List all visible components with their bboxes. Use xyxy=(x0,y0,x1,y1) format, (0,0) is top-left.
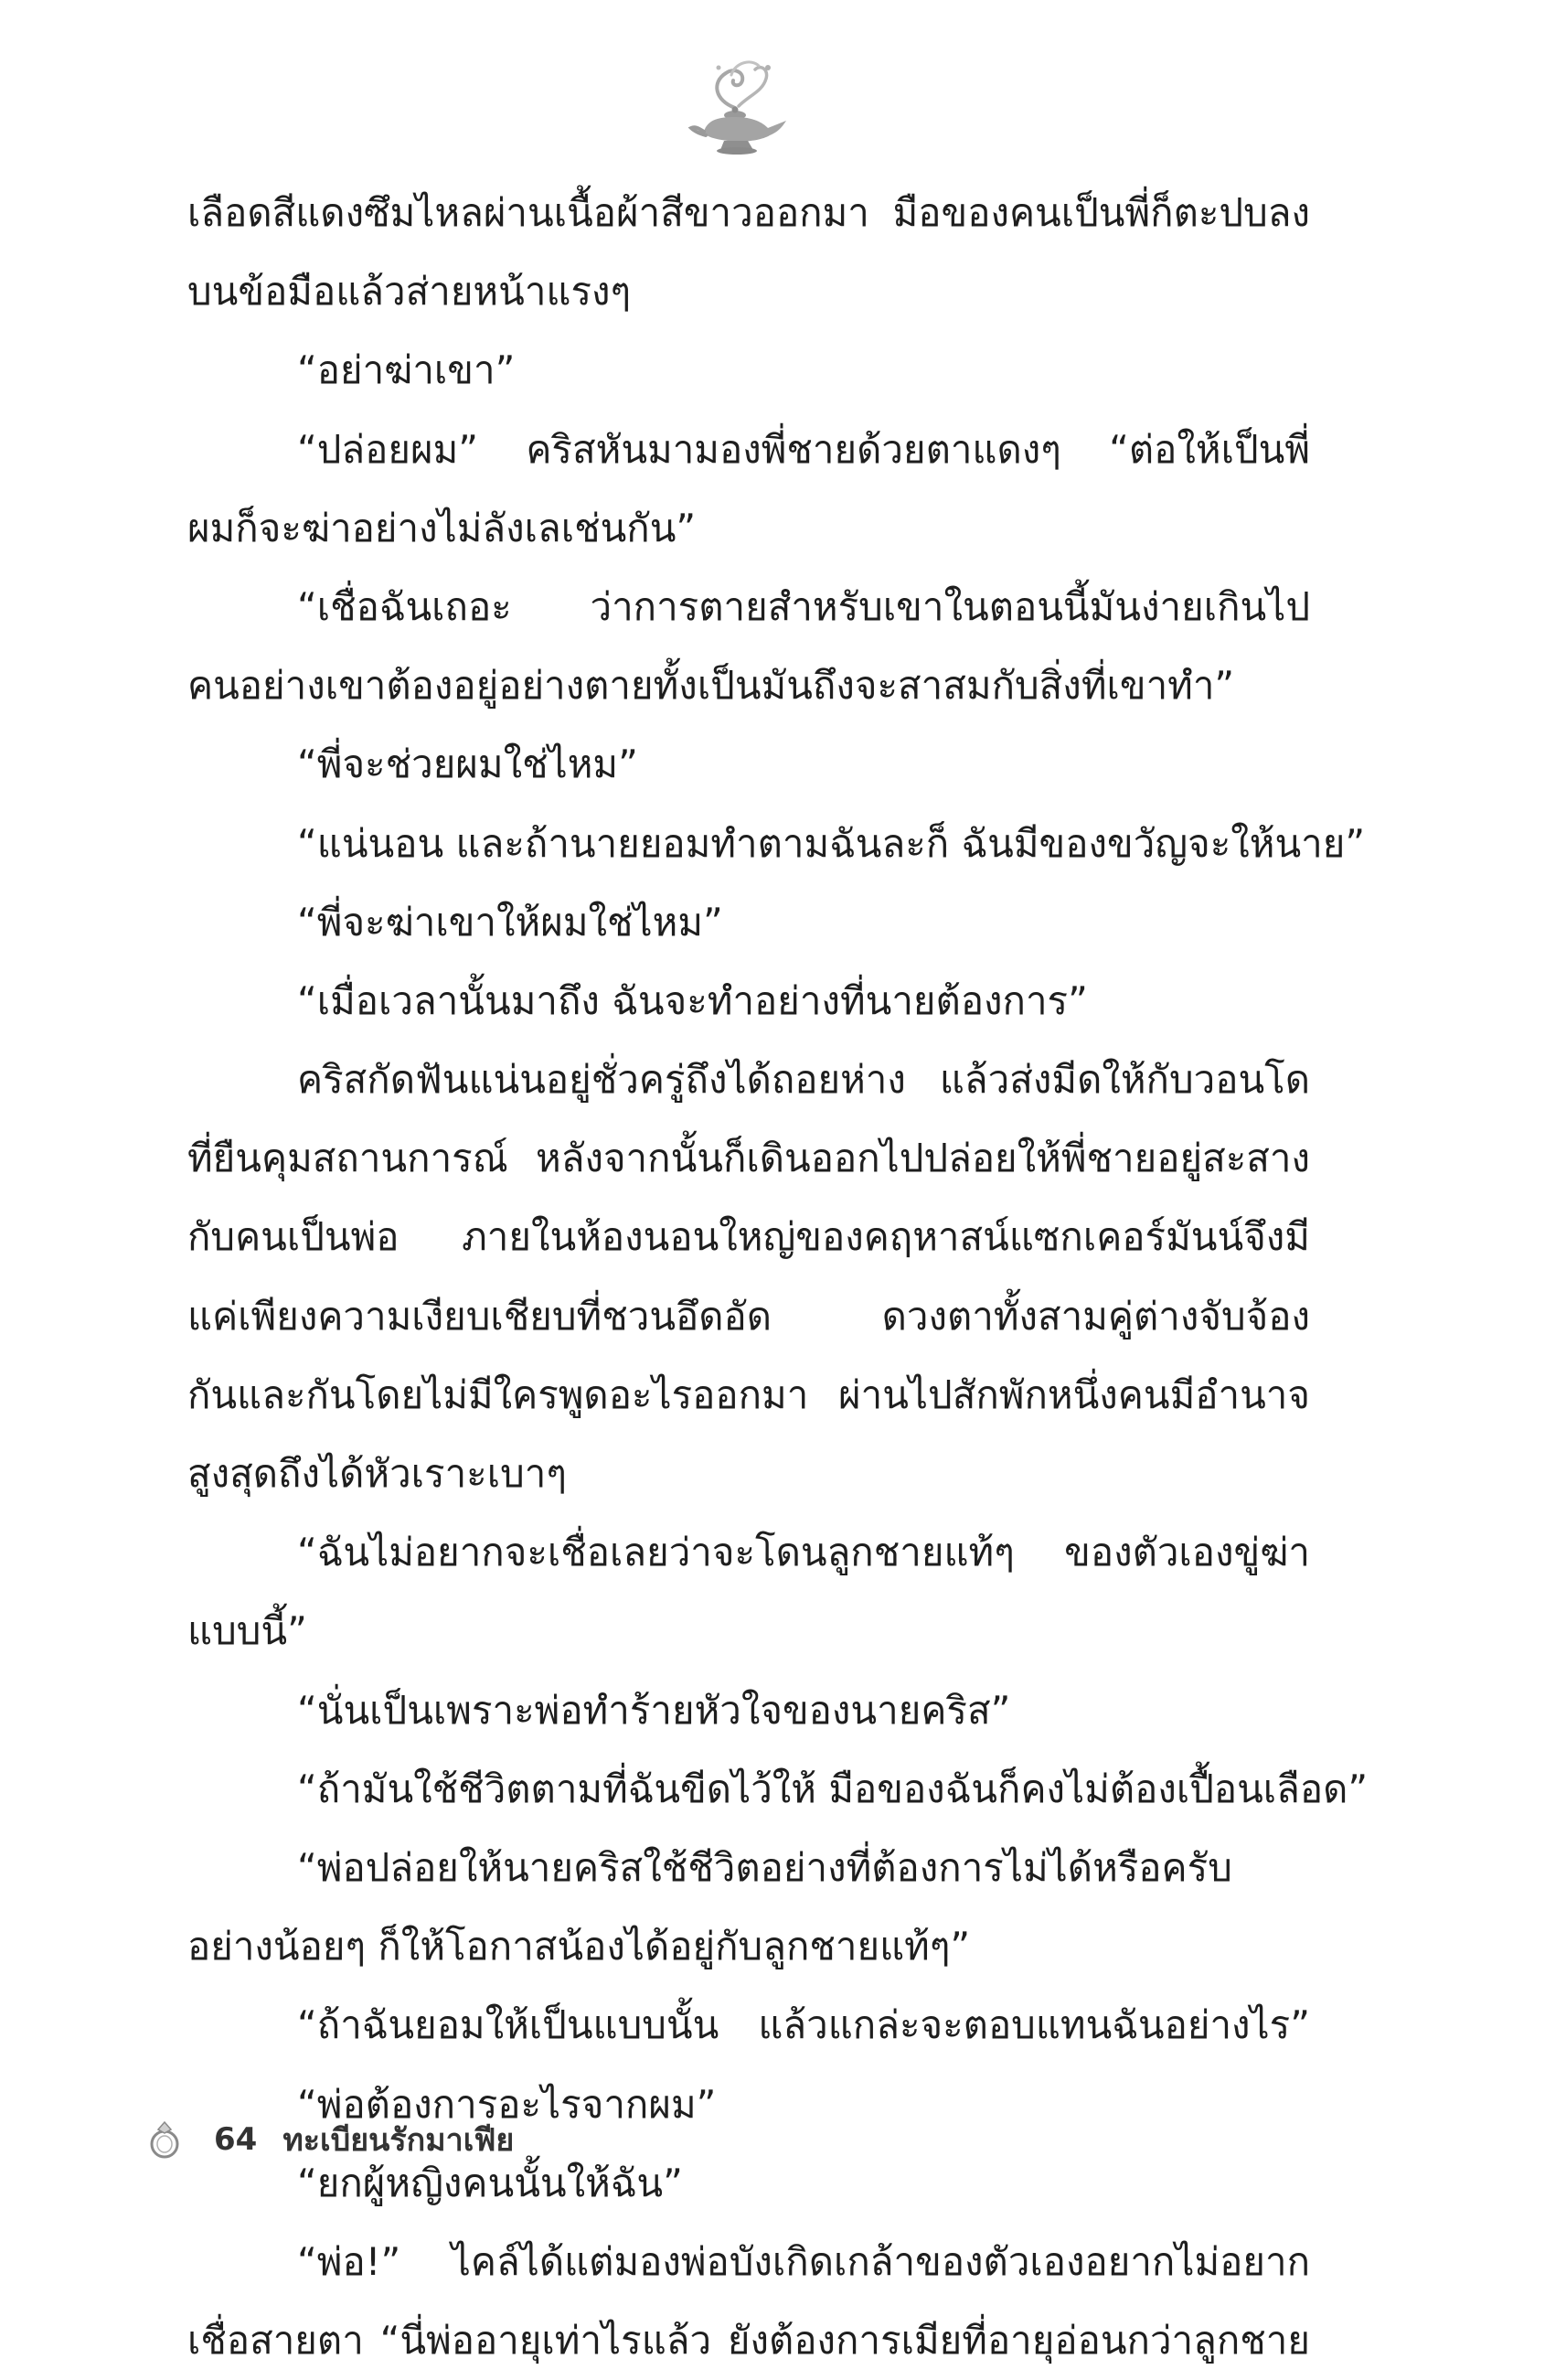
page-footer xyxy=(146,2112,514,2167)
text-line: เลือดสีแดงซึมไหลผ่านเนื้อผ้าสีขาวออกมา มือของคนเป็นพี่ก็ตะปบลง xyxy=(187,190,1310,235)
text-line: “เชื่อฉันเถอะ ว่าการตายสำหรับเขาในตอนนี้มันง่ายเกินไป xyxy=(297,583,1310,629)
ring-icon xyxy=(146,2119,183,2161)
text-line: “แน่นอน และถ้านายยอมทำตามฉันละก็ ฉันมีของขวัญจะให้นาย” xyxy=(297,820,1366,866)
text-line: กับคนเป็นพ่อ ภายในห้องนอนใหญ่ของคฤหาสน์แซกเคอร์มันน์จึงมี xyxy=(187,1214,1310,1260)
text-line: คริสกัดฟันแน่นอยู่ชั่วครู่ถึงได้ถอยห่าง แล้วส่งมีดให้กับวอนโด xyxy=(297,1057,1310,1103)
text-line: “อย่าฆ่าเขา” xyxy=(297,347,516,393)
text-line: “เมื่อเวลานั้นมาถึง ฉันจะทำอย่างที่นายต้องการ” xyxy=(297,977,1088,1023)
text-line: ที่ยืนคุมสถานการณ์ หลังจากนั้นก็เดินออกไปปล่อยให้พี่ชายอยู่สะสาง xyxy=(187,1136,1310,1181)
text-line: “ปล่อยผม” คริสหันมามองพี่ชายด้วยตาแดงๆ “ต่อให้เป็นพี่ xyxy=(297,426,1310,472)
text-line: อย่างน้อยๆ ก็ให้โอกาสน้องได้อยู่กับลูกชายแท้ๆ” xyxy=(187,1924,971,1969)
text-line: “พ่อต้องการอะไรจากผม” xyxy=(297,2081,717,2127)
text-line: “ยกผู้หญิงคนนั้นให้ฉัน” xyxy=(297,2160,683,2205)
genie-lamp-icon xyxy=(678,55,797,160)
text-line: “ถ้ามันใช้ชีวิตตามที่ฉันขีดไว้ให้ มือของฉันก็คงไม่ต้องเปื้อนเลือด” xyxy=(297,1766,1369,1811)
text-line: “พี่จะช่วยผมใช่ไหม” xyxy=(297,742,638,787)
text-line: “ถ้าฉันยอมให้เป็นแบบนั้น แล้วแกล่ะจะตอบแทนฉันอย่างไร” xyxy=(297,2002,1310,2048)
text-line: แบบนี้” xyxy=(187,1608,307,1654)
text-line: “นั่นเป็นเพราะพ่อทำร้ายหัวใจของนายคริส” xyxy=(297,1687,1011,1733)
text-line: “พ่อ!” ไคล์ได้แต่มองพ่อบังเกิดเกล้าของตัวเองอยากไม่อยาก xyxy=(297,2238,1310,2284)
text-line: เชื่อสายตา “นี่พ่ออายุเท่าไรแล้ว ยังต้องการเมียที่อายุอ่อนกว่าลูกชาย xyxy=(187,2318,1310,2364)
text-line: แค่เพียงความเงียบเชียบที่ชวนอึดอัด ดวงตาทั้งสามคู่ต่างจับจ้อง xyxy=(187,1293,1310,1339)
text-line: “พ่อปล่อยให้นายคริสใช้ชีวิตอย่างที่ต้องการไม่ได้หรือครับ xyxy=(297,1844,1232,1890)
text-line: “พี่จะฆ่าเขาให้ผมใช่ไหม” xyxy=(297,899,723,945)
book-title: ทะเบียนรักมาเฟีย xyxy=(282,2122,515,2159)
text-line: สูงสุดถึงได้หัวเราะเบาๆ xyxy=(187,1451,567,1496)
story-text xyxy=(187,174,1369,2380)
text-line: คนอย่างเขาต้องอยู่อย่างตายทั้งเป็นมันถึงจะสาสมกับสิ่งที่เขาทำ” xyxy=(187,663,1235,709)
text-line: ผมก็จะฆ่าอย่างไม่ลังเลเช่นกัน” xyxy=(187,505,697,550)
text-line: “ฉันไม่อยากจะเชื่อเลยว่าจะโดนลูกชายแท้ๆ ของตัวเองขู่ฆ่า xyxy=(297,1530,1310,1575)
text-line: บนข้อมือแล้วส่ายหน้าแรงๆ xyxy=(187,269,632,315)
text-line: กันและกันโดยไม่มีใครพูดอะไรออกมา ผ่านไปสักพักหนึ่งคนมีอำนาจ xyxy=(187,1371,1310,1417)
page-number: 64 xyxy=(214,2121,258,2158)
